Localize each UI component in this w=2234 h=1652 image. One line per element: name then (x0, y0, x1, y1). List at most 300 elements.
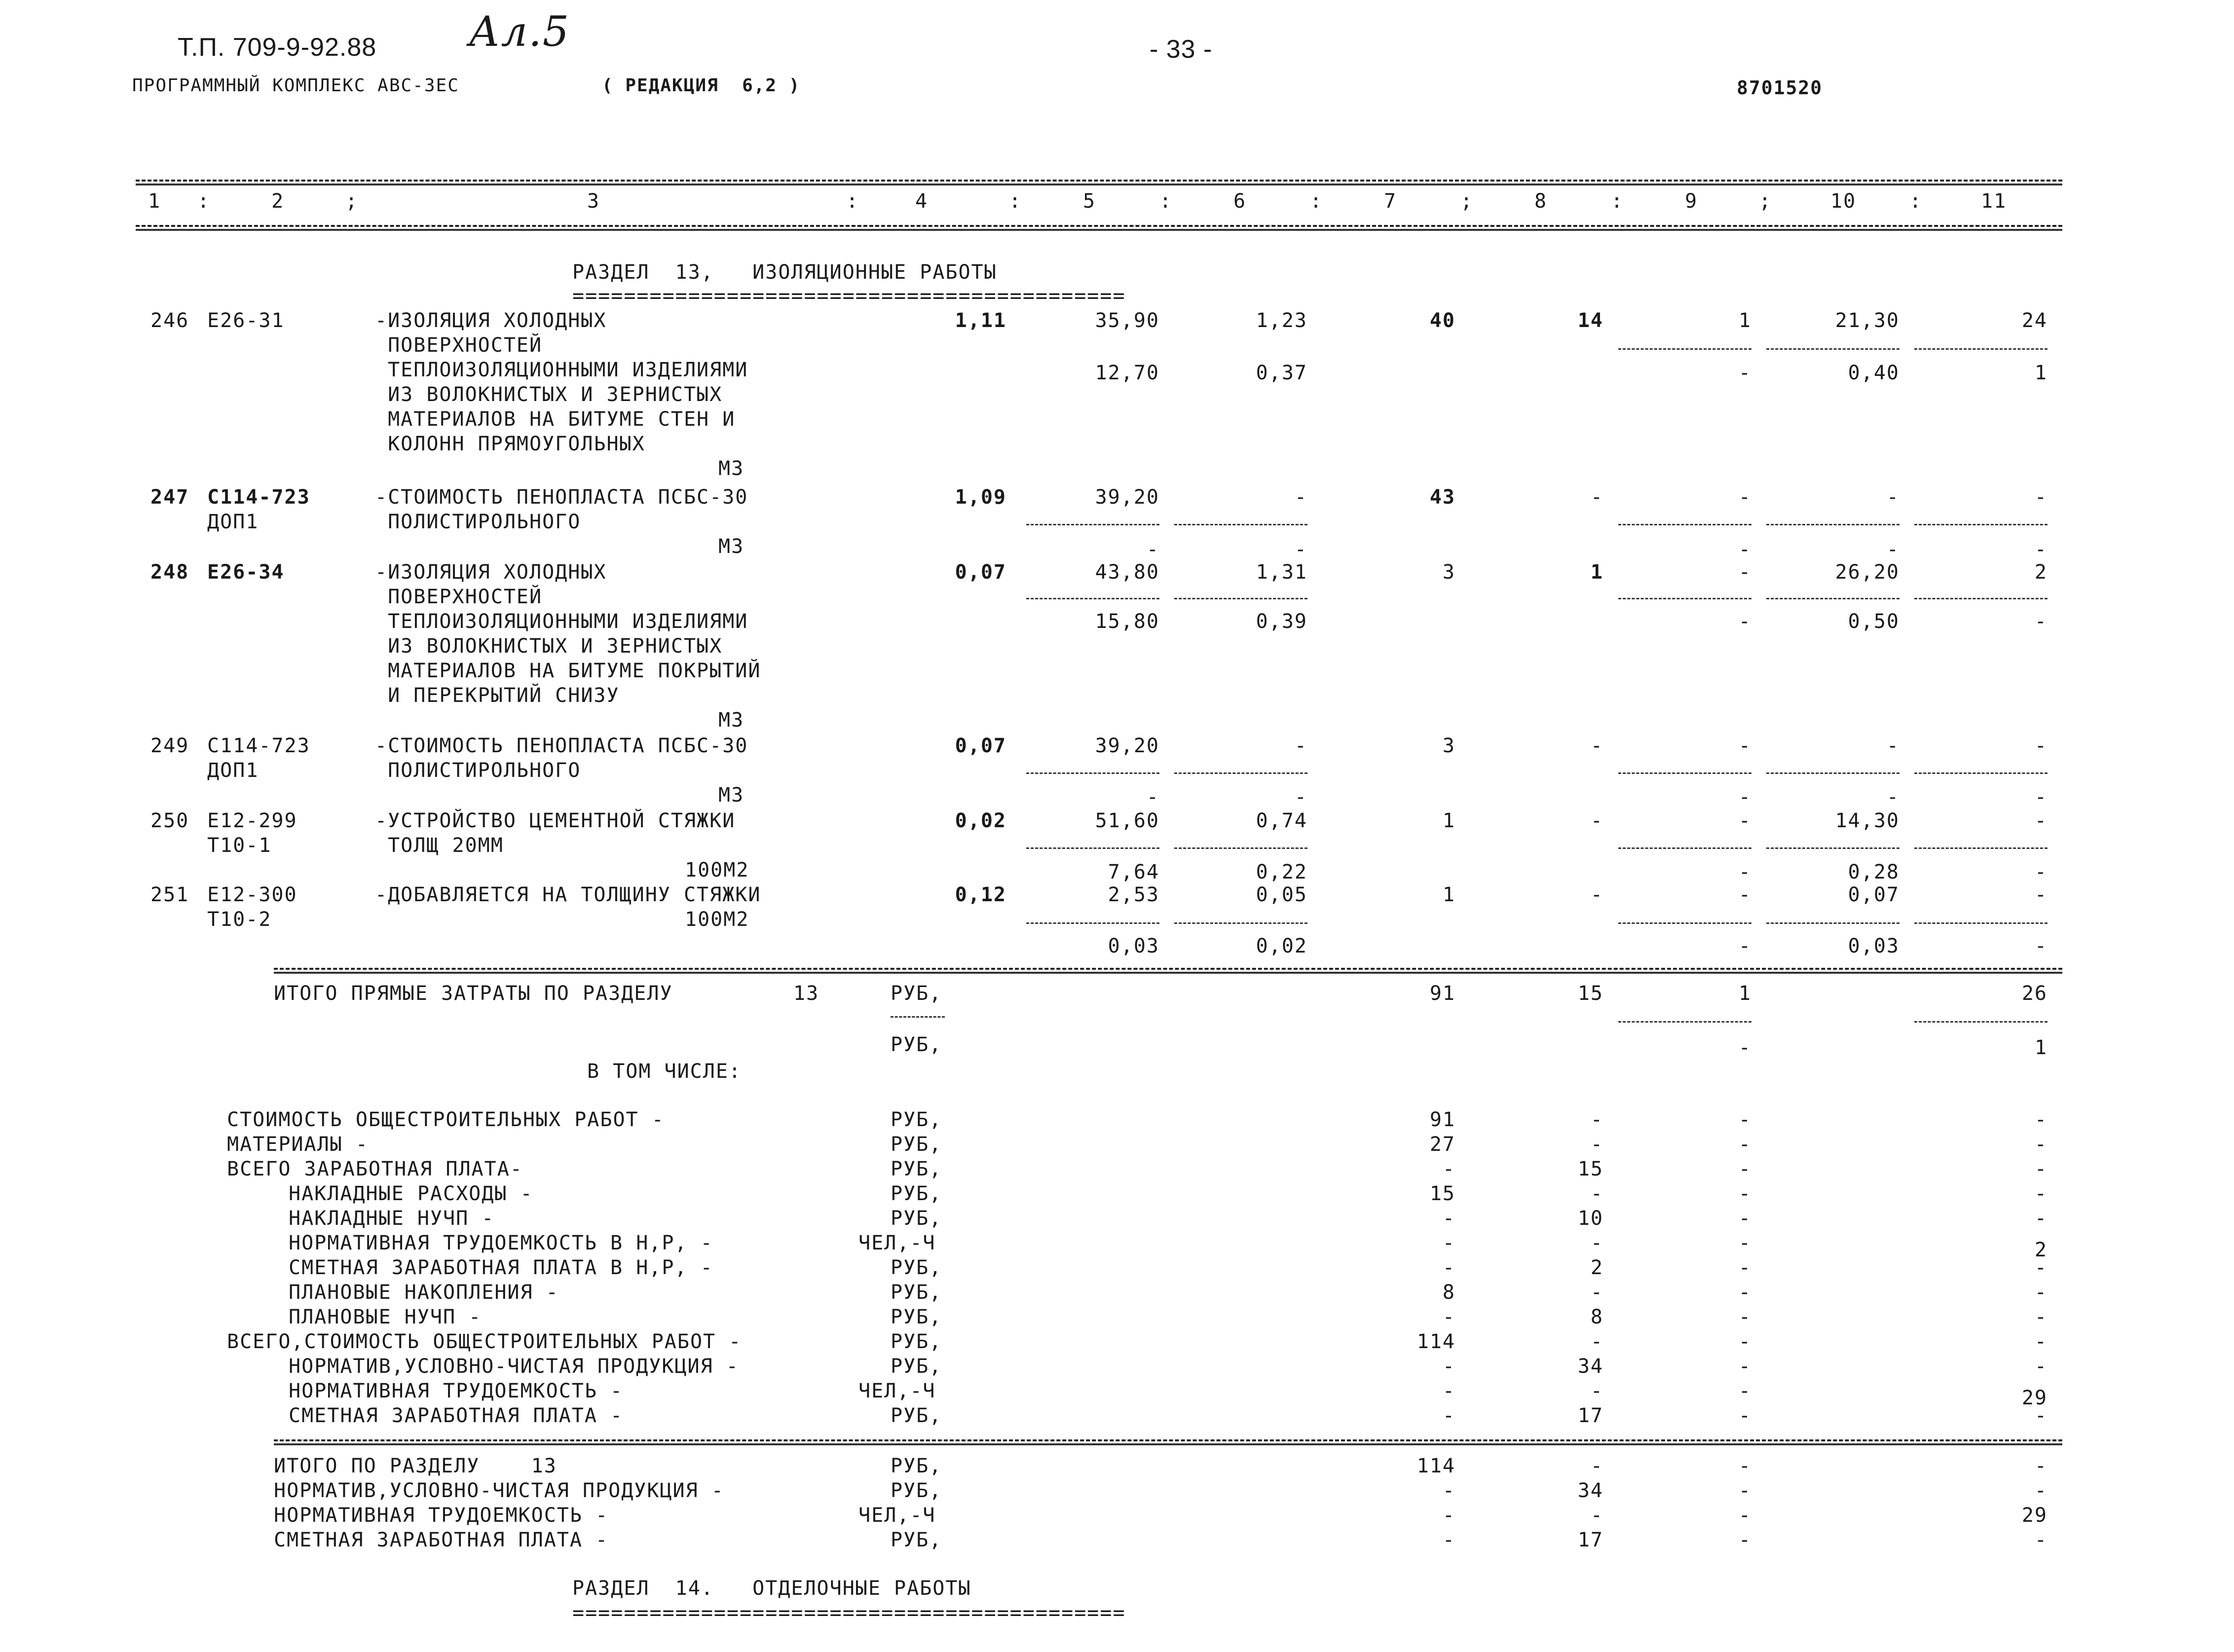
work-description-line: ТЕПЛОИЗОЛЯЦИОННЫМИ ИЗДЕЛИЯМИ (375, 610, 748, 633)
unit-cost-cell: 0,03 (1108, 935, 1159, 957)
total-cost-cell: 8 (1442, 1281, 1455, 1304)
row-number: 246 (150, 309, 189, 332)
currency-unit: РУБ, (891, 1033, 942, 1056)
column-header-top-rule (136, 180, 2062, 182)
work-description-line: ПОЛИСТИРОЛЬНОГО (375, 759, 581, 782)
labor-norm-cell: - (1886, 486, 1899, 509)
quantity-cell: 0,12 (955, 883, 1006, 906)
cell-divider (1766, 772, 1899, 774)
row-number: 251 (150, 883, 189, 906)
labor-norm-cell: 0,28 (1848, 861, 1899, 883)
rate-code: Е12-300 (207, 883, 298, 906)
unit-wage-cell: 0,02 (1256, 935, 1307, 957)
cell-divider (1766, 524, 1899, 525)
total-wage-cell: - (1590, 1232, 1603, 1254)
total-cost-cell: 27 (1429, 1133, 1455, 1156)
labor-total-cell: - (2034, 1133, 2048, 1156)
labor-total-cell: - (2034, 486, 2048, 509)
total-wage-cell: - (1590, 734, 1603, 757)
rate-code: Е26-31 (207, 309, 285, 332)
row-number: 248 (150, 561, 189, 584)
document-reference: Т.П. 709-9-92.88 (178, 33, 377, 62)
total-cost-cell: - (1442, 1504, 1455, 1527)
machine-cost-cell: - (1738, 1133, 1751, 1156)
section-total-rule-solid (274, 1443, 2062, 1445)
work-description-line: КОЛОНН ПРЯМОУГОЛЬНЫХ (375, 433, 645, 455)
labor-total-cell: - (2034, 734, 2048, 757)
cell-divider (1174, 847, 1307, 849)
cell-divider (1174, 524, 1307, 525)
unit-cost-cell: 35,90 (1095, 309, 1159, 332)
section-total-label: НОРМАТИВНАЯ ТРУДОЕМКОСТЬ - (274, 1504, 609, 1527)
section-title-underline: =========================================== (572, 1602, 1126, 1624)
breakdown-unit: РУБ, (891, 1404, 942, 1427)
labor-norm-cell: 21,30 (1835, 309, 1899, 332)
unit-cost-cell: 43,80 (1095, 561, 1159, 584)
work-description-line: -ИЗОЛЯЦИЯ ХОЛОДНЫХ (375, 309, 607, 332)
work-description-line: -СТОИМОСТЬ ПЕНОПЛАСТА ПСБС-30 (375, 486, 748, 509)
labor-norm-cell: 26,20 (1835, 561, 1899, 584)
unit-wage-cell: 0,74 (1256, 809, 1307, 832)
work-description-line: ПОЛИСТИРОЛЬНОГО (375, 511, 581, 533)
unit-of-measure: М3 (718, 784, 745, 807)
cell-divider (1026, 847, 1159, 849)
labor-total-cell: - (2034, 610, 2048, 633)
currency-unit: РУБ, (891, 982, 942, 1005)
labor-norm-cell: 0,07 (1848, 883, 1899, 906)
rate-code-suffix: ДОП1 (207, 759, 259, 782)
cell-divider (1766, 348, 1899, 350)
breakdown-unit: РУБ, (891, 1281, 942, 1304)
cell-divider (1914, 524, 2048, 525)
cell-divider (1026, 772, 1159, 774)
machine-cost-cell: - (1738, 1036, 1751, 1059)
breakdown-label: НОРМАТИВ,УСЛОВНО-ЧИСТАЯ ПРОДУКЦИЯ - (289, 1355, 739, 1378)
work-description-line: -ИЗОЛЯЦИЯ ХОЛОДНЫХ (375, 561, 607, 584)
labor-total-cell: - (2034, 809, 2048, 832)
section-title: РАЗДЕЛ 14. ОТДЕЛОЧНЫЕ РАБОТЫ (572, 1577, 971, 1600)
unit-wage-cell: - (1294, 486, 1307, 509)
work-description-line: ТОЛЩ 20ММ (375, 834, 504, 857)
work-description-line: -СТОИМОСТЬ ПЕНОПЛАСТА ПСБС-30 (375, 734, 748, 757)
rate-code: Е12-299 (207, 809, 298, 832)
machine-cost-cell: - (1738, 734, 1751, 757)
section-total-label: ИТОГО ПО РАЗДЕЛУ 13 (274, 1455, 557, 1477)
cell-divider (1174, 772, 1307, 774)
total-cost-cell: 40 (1429, 309, 1455, 332)
machine-cost-cell: - (1738, 538, 1751, 561)
unit-wage-cell: 1,23 (1256, 309, 1307, 332)
cell-divider (1618, 847, 1751, 849)
total-cost-cell: - (1442, 1404, 1455, 1427)
total-wage-cell: - (1590, 809, 1603, 832)
total-cost-cell: - (1442, 1207, 1455, 1230)
total-cost-cell: - (1442, 1232, 1455, 1254)
machine-cost-cell: - (1738, 786, 1751, 808)
labor-total-cell: - (2034, 861, 2048, 883)
labor-total-cell: - (2034, 1479, 2048, 1502)
labor-norm-cell: - (1886, 734, 1899, 757)
breakdown-unit: РУБ, (891, 1207, 942, 1230)
cell-divider (1914, 348, 2048, 350)
machine-cost-cell: - (1738, 1182, 1751, 1205)
total-wage-cell: 17 (1577, 1404, 1603, 1427)
labor-total-cell: - (2034, 1256, 2048, 1279)
rate-code: Е26-34 (207, 561, 285, 584)
work-description-line: ИЗ ВОЛОКНИСТЫХ И ЗЕРНИСТЫХ (375, 635, 723, 658)
cell-divider (1618, 922, 1751, 924)
unit-wage-cell: 0,39 (1256, 610, 1307, 633)
labor-total-cell: - (2034, 1158, 2048, 1180)
machine-cost-cell: - (1738, 561, 1751, 584)
unit-wage-cell: - (1294, 538, 1307, 561)
breakdown-unit: РУБ, (891, 1182, 942, 1205)
labor-total-cell: 29 (2021, 1504, 2048, 1527)
total-wage-cell: - (1590, 486, 1603, 509)
total-cost-cell: - (1442, 1158, 1455, 1180)
labor-total-cell: - (2034, 935, 2048, 957)
total-cost-cell: 43 (1429, 486, 1455, 509)
including-label: В ТОМ ЧИСЛЕ: (587, 1060, 742, 1083)
labor-norm-cell: 14,30 (1835, 809, 1899, 832)
unit-wage-cell: 0,22 (1256, 861, 1307, 883)
quantity-cell: 0,07 (955, 734, 1006, 757)
unit-cost-cell: 7,64 (1108, 861, 1159, 883)
breakdown-label: НАКЛАДНЫЕ НУЧП - (289, 1207, 495, 1230)
total-wage-cell: 34 (1577, 1355, 1603, 1378)
column-header: 5 (1083, 190, 1096, 213)
section-total-unit: РУБ, (891, 1529, 942, 1551)
row-number: 250 (150, 809, 189, 832)
column-header: 2 (271, 190, 285, 213)
cell-divider (1914, 772, 2048, 774)
unit-cost-cell: 39,20 (1095, 486, 1159, 509)
column-separator: : (1611, 190, 1624, 213)
machine-cost-cell: - (1738, 610, 1751, 633)
total-cost-cell: 1 (1442, 883, 1455, 906)
column-separator: : (846, 190, 859, 213)
unit-of-measure: М3 (718, 457, 745, 480)
cell-divider (1914, 847, 2048, 849)
total-cost-cell: - (1442, 1380, 1455, 1402)
total-wage-cell: 34 (1577, 1479, 1603, 1502)
unit-of-measure: М3 (718, 709, 745, 732)
row-number: 249 (150, 734, 189, 757)
breakdown-label: МАТЕРИАЛЫ - (227, 1133, 369, 1156)
column-separator: : (197, 190, 211, 213)
cell-divider (1618, 772, 1751, 774)
column-header: 6 (1233, 190, 1247, 213)
total-wage-cell: - (1590, 1330, 1603, 1353)
column-header: 9 (1685, 190, 1698, 213)
unit-of-measure: 100М2 (685, 908, 749, 931)
total-wage-cell: 14 (1577, 309, 1603, 332)
work-description-line: МАТЕРИАЛОВ НА БИТУМЕ ПОКРЫТИЙ (375, 660, 761, 682)
unit-wage-cell: - (1294, 786, 1307, 808)
machine-cost-cell: - (1738, 362, 1751, 384)
total-wage-cell: 10 (1577, 1207, 1603, 1230)
section-total-unit: РУБ, (891, 1455, 942, 1477)
column-header-bottom-rule (136, 225, 2062, 227)
work-description-line: ПОВЕРХНОСТЕЙ (375, 586, 543, 608)
labor-norm-cell: 0,50 (1848, 610, 1899, 633)
total-cost-cell: 91 (1429, 982, 1455, 1005)
labor-total-cell: - (2034, 1182, 2048, 1205)
column-header-top-rule-solid (136, 184, 2062, 185)
unit-cost-cell: - (1146, 786, 1159, 808)
machine-cost-cell: - (1738, 935, 1751, 957)
labor-total-cell: - (2034, 1108, 2048, 1131)
total-wage-cell: 15 (1577, 1158, 1603, 1180)
column-separator: : (1159, 190, 1173, 213)
column-header: 11 (1981, 190, 2007, 213)
unit-of-measure: 100М2 (685, 859, 749, 881)
cell-divider (1914, 922, 2048, 924)
unit-cost-cell: 12,70 (1095, 362, 1159, 384)
labor-total-cell: 2 (2034, 561, 2048, 584)
total-wage-cell: - (1590, 1504, 1603, 1527)
labor-norm-cell: - (1886, 786, 1899, 808)
total-cost-cell: 1 (1442, 809, 1455, 832)
total-wage-cell: - (1590, 1182, 1603, 1205)
cell-divider (1618, 524, 1751, 525)
labor-total-cell: - (2034, 538, 2048, 561)
section-total-rule-solid (274, 972, 2062, 974)
breakdown-label: ВСЕГО ЗАРАБОТНАЯ ПЛАТА- (227, 1158, 523, 1180)
breakdown-unit: ЧЕЛ,-Ч (858, 1232, 936, 1254)
cell-divider (1618, 598, 1751, 599)
breakdown-unit: РУБ, (891, 1158, 942, 1180)
machine-cost-cell: - (1738, 1380, 1751, 1402)
work-description-line: -ДОБАВЛЯЕТСЯ НА ТОЛЩИНУ СТЯЖКИ (375, 883, 761, 906)
unit-cost-cell: - (1146, 538, 1159, 561)
labor-total-cell: - (2034, 883, 2048, 906)
column-header: 1 (148, 190, 161, 213)
page-number: - 33 - (1150, 35, 1213, 64)
machine-cost-cell: - (1738, 1281, 1751, 1304)
machine-cost-cell: - (1738, 1529, 1751, 1551)
machine-cost-cell: - (1738, 1455, 1751, 1477)
rate-code-suffix: Т10-2 (207, 908, 272, 931)
section-total-label: СМЕТНАЯ ЗАРАБОТНАЯ ПЛАТА - (274, 1529, 609, 1551)
breakdown-unit: РУБ, (891, 1108, 942, 1131)
unit-wage-cell: 0,05 (1256, 883, 1307, 906)
unit-wage-cell: 0,37 (1256, 362, 1307, 384)
labor-total-cell: 24 (2021, 309, 2048, 332)
machine-cost-cell: - (1738, 1232, 1751, 1254)
section-total-label: НОРМАТИВ,УСЛОВНО-ЧИСТАЯ ПРОДУКЦИЯ - (274, 1479, 724, 1502)
cell-divider (1766, 922, 1899, 924)
unit-of-measure: М3 (718, 535, 745, 558)
total-cost-cell: - (1442, 1256, 1455, 1279)
total-cost-cell: 91 (1429, 1108, 1455, 1131)
work-description-line: И ПЕРЕКРЫТИЙ СНИЗУ (375, 684, 620, 707)
total-wage-cell: - (1590, 883, 1603, 906)
section-total-unit: ЧЕЛ,-Ч (858, 1504, 936, 1527)
total-wage-cell: - (1590, 1108, 1603, 1131)
breakdown-label: НАКЛАДНЫЕ РАСХОДЫ - (289, 1182, 533, 1205)
machine-cost-cell: - (1738, 809, 1751, 832)
breakdown-unit: РУБ, (891, 1306, 942, 1328)
column-header: 3 (587, 190, 600, 213)
section-title-underline: =========================================== (572, 285, 1126, 307)
edition-label: ( РЕДАКЦИЯ 6,2 ) (602, 75, 801, 96)
labor-total-cell: 1 (2034, 362, 2048, 384)
labor-total-cell: 1 (2034, 1036, 2048, 1059)
labor-total-cell: - (2034, 1330, 2048, 1353)
labor-total-cell: - (2034, 1529, 2048, 1551)
breakdown-label: СМЕТНАЯ ЗАРАБОТНАЯ ПЛАТА В Н,Р, - (289, 1256, 713, 1279)
labor-total-cell: - (2034, 1281, 2048, 1304)
column-header: 4 (915, 190, 929, 213)
column-separator: ; (345, 190, 359, 213)
cell-divider (1618, 348, 1751, 350)
total-wage-cell: 15 (1577, 982, 1603, 1005)
total-cost-cell: - (1442, 1355, 1455, 1378)
labor-total-cell: - (2034, 1404, 2048, 1427)
breakdown-unit: РУБ, (891, 1133, 942, 1156)
machine-cost-cell: - (1738, 1479, 1751, 1502)
labor-total-cell: - (2034, 786, 2048, 808)
column-separator: ; (1759, 190, 1772, 213)
labor-total-cell: 29 (2021, 1387, 2048, 1409)
row-number: 247 (150, 486, 189, 509)
labor-norm-cell: 0,03 (1848, 935, 1899, 957)
program-name: ПРОГРАММНЫЙ КОМПЛЕКС АВС-3ЕС (132, 75, 459, 96)
cell-divider (1914, 1021, 2048, 1023)
quantity-cell: 0,02 (955, 809, 1006, 832)
rate-code-suffix: ДОП1 (207, 511, 259, 533)
breakdown-label: СМЕТНАЯ ЗАРАБОТНАЯ ПЛАТА - (289, 1404, 624, 1427)
breakdown-label: НОРМАТИВНАЯ ТРУДОЕМКОСТЬ - (289, 1380, 624, 1402)
breakdown-label: ПЛАНОВЫЕ НУЧП - (289, 1306, 482, 1328)
section-total-unit: РУБ, (891, 1479, 942, 1502)
total-cost-cell: 3 (1442, 734, 1455, 757)
breakdown-unit: РУБ, (891, 1256, 942, 1279)
unit-cost-cell: 39,20 (1095, 734, 1159, 757)
labor-total-cell: - (2034, 1455, 2048, 1477)
machine-cost-cell: - (1738, 486, 1751, 509)
work-description-line: МАТЕРИАЛОВ НА БИТУМЕ СТЕН И (375, 408, 736, 431)
machine-cost-cell: - (1738, 1306, 1751, 1328)
total-cost-cell: 15 (1429, 1182, 1455, 1205)
column-header: 10 (1830, 190, 1857, 213)
handwritten-mark: Ал.5 (469, 7, 570, 56)
total-label: ИТОГО ПРЯМЫЕ ЗАТРАТЫ ПО РАЗДЕЛУ (274, 982, 673, 1005)
column-separator: ; (1460, 190, 1474, 213)
total-wage-cell: - (1590, 1133, 1603, 1156)
labor-norm-cell: 0,40 (1848, 362, 1899, 384)
machine-cost-cell: - (1738, 1158, 1751, 1180)
total-wage-cell: 17 (1577, 1529, 1603, 1551)
labor-total-cell: - (2034, 1306, 2048, 1328)
total-cost-cell: - (1442, 1529, 1455, 1551)
quantity-cell: 1,11 (955, 309, 1006, 332)
work-description-line: ТЕПЛОИЗОЛЯЦИОННЫМИ ИЗДЕЛИЯМИ (375, 359, 748, 381)
total-cost-cell: - (1442, 1306, 1455, 1328)
total-wage-cell: - (1590, 1455, 1603, 1477)
section-total-rule (274, 1439, 2062, 1441)
machine-cost-cell: - (1738, 1504, 1751, 1527)
cell-divider (1174, 922, 1307, 924)
total-wage-cell: - (1590, 1281, 1603, 1304)
breakdown-unit: РУБ, (891, 1355, 942, 1378)
total-cost-cell: 114 (1416, 1455, 1455, 1477)
quantity-cell: 1,09 (955, 486, 1006, 509)
document-code: 8701520 (1737, 77, 1823, 99)
machine-cost-cell: - (1738, 1256, 1751, 1279)
total-wage-cell: 2 (1590, 1256, 1603, 1279)
breakdown-label: НОРМАТИВНАЯ ТРУДОЕМКОСТЬ В Н,Р, - (289, 1232, 713, 1254)
rate-code: С114-723 (207, 486, 310, 509)
cell-divider (1026, 524, 1159, 525)
cell-divider (1914, 598, 2048, 599)
section-total-rule (274, 968, 2062, 970)
section-number: 13 (793, 982, 819, 1005)
work-description-line: ИЗ ВОЛОКНИСТЫХ И ЗЕРНИСТЫХ (375, 383, 723, 406)
machine-cost-cell: - (1738, 1330, 1751, 1353)
machine-cost-cell: 1 (1738, 982, 1751, 1005)
cell-divider (1026, 922, 1159, 924)
labor-total-cell: 26 (2021, 982, 2048, 1005)
cell-divider (1174, 598, 1307, 599)
column-header: 8 (1534, 190, 1548, 213)
total-wage-cell: 1 (1590, 561, 1603, 584)
total-cost-cell: - (1442, 1479, 1455, 1502)
section-title: РАЗДЕЛ 13, ИЗОЛЯЦИОННЫЕ РАБОТЫ (572, 261, 997, 284)
quantity-cell: 0,07 (955, 561, 1006, 584)
column-separator: : (1009, 190, 1022, 213)
cell-divider (1026, 598, 1159, 599)
machine-cost-cell: - (1738, 1404, 1751, 1427)
rate-code: С114-723 (207, 734, 310, 757)
labor-total-cell: - (2034, 1207, 2048, 1230)
machine-cost-cell: 1 (1738, 309, 1751, 332)
machine-cost-cell: - (1738, 1108, 1751, 1131)
breakdown-unit: РУБ, (891, 1330, 942, 1353)
breakdown-label: ПЛАНОВЫЕ НАКОПЛЕНИЯ - (289, 1281, 559, 1304)
unit-cost-cell: 2,53 (1108, 883, 1159, 906)
unit-cost-cell: 51,60 (1095, 809, 1159, 832)
cell-divider (891, 1016, 945, 1018)
cell-divider (1766, 598, 1899, 599)
total-cost-cell: 3 (1442, 561, 1455, 584)
cell-divider (1766, 847, 1899, 849)
labor-norm-cell: - (1886, 538, 1899, 561)
unit-cost-cell: 15,80 (1095, 610, 1159, 633)
unit-wage-cell: 1,31 (1256, 561, 1307, 584)
machine-cost-cell: - (1738, 861, 1751, 883)
column-header-bottom-rule-solid (136, 229, 2062, 231)
labor-total-cell: 2 (2034, 1239, 2048, 1261)
total-cost-cell: 114 (1416, 1330, 1455, 1353)
breakdown-label: СТОИМОСТЬ ОБЩЕСТРОИТЕЛЬНЫХ РАБОТ - (227, 1108, 665, 1131)
breakdown-unit: ЧЕЛ,-Ч (858, 1380, 936, 1402)
total-wage-cell: - (1590, 1380, 1603, 1402)
total-wage-cell: 8 (1590, 1306, 1603, 1328)
rate-code-suffix: Т10-1 (207, 834, 272, 857)
breakdown-label: ВСЕГО,СТОИМОСТЬ ОБЩЕСТРОИТЕЛЬНЫХ РАБОТ - (227, 1330, 742, 1353)
unit-wage-cell: - (1294, 734, 1307, 757)
labor-total-cell: - (2034, 1355, 2048, 1378)
work-description-line: -УСТРОЙСТВО ЦЕМЕНТНОЙ СТЯЖКИ (375, 809, 736, 832)
work-description-line: ПОВЕРХНОСТЕЙ (375, 334, 543, 357)
column-header: 7 (1384, 190, 1397, 213)
column-separator: : (1310, 190, 1323, 213)
machine-cost-cell: - (1738, 1355, 1751, 1378)
cell-divider (1618, 1021, 1751, 1023)
machine-cost-cell: - (1738, 1207, 1751, 1230)
